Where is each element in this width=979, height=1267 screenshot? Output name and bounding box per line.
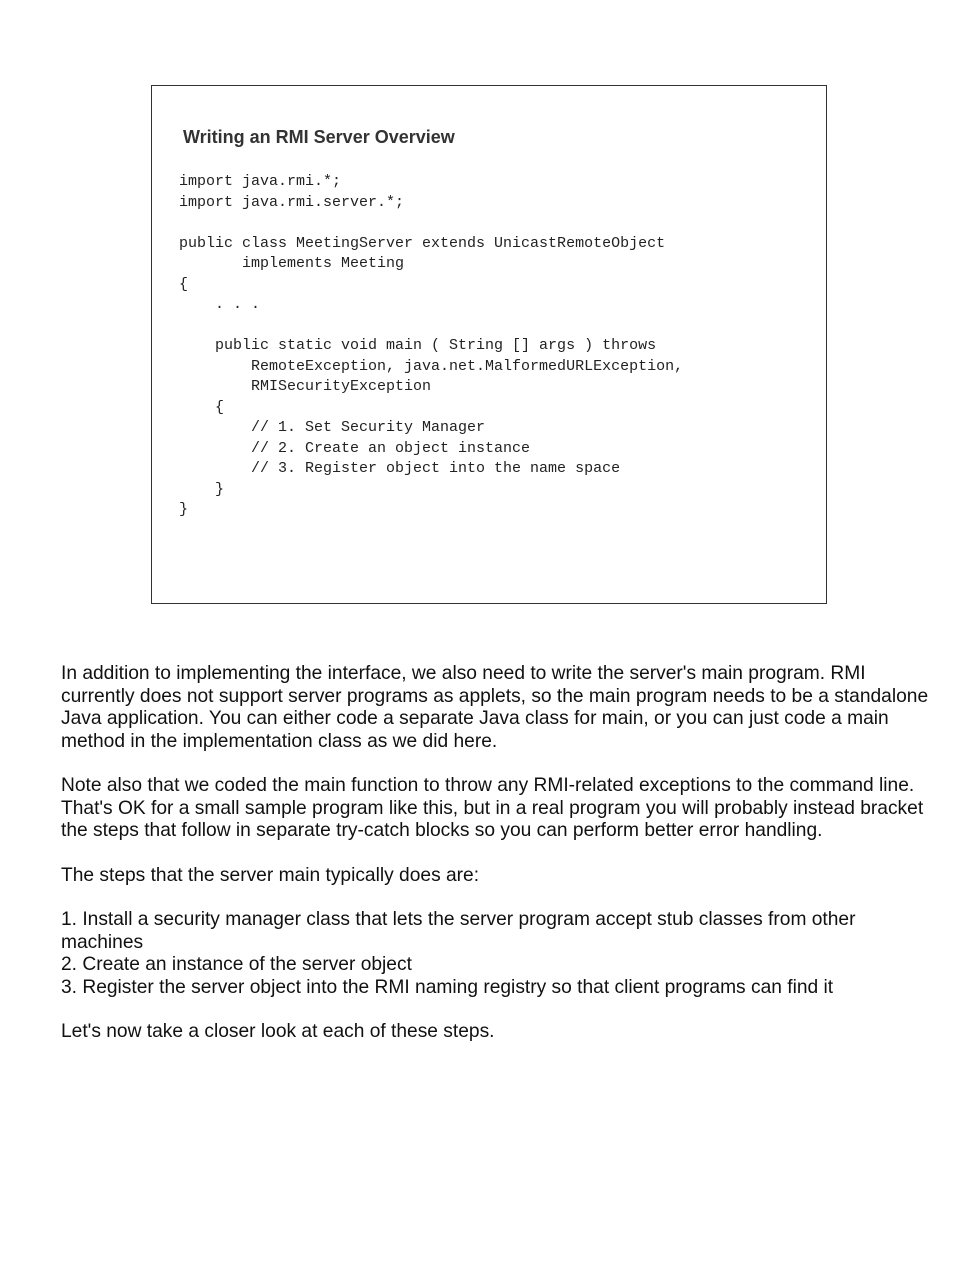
code-line: // 1. Set Security Manager	[179, 419, 486, 436]
slide-frame	[151, 85, 827, 604]
code-line: RMISecurityException	[179, 378, 432, 395]
code-line: public static void main ( String [] args ) throws	[179, 337, 657, 354]
code-line: }	[179, 501, 189, 518]
step-item: 3. Register the server object into the RMI naming registry so that client programs can find it	[61, 976, 834, 998]
code-line: import java.rmi.*;	[179, 173, 342, 190]
speaker-notes	[61, 663, 931, 1066]
code-line: implements Meeting	[179, 255, 405, 272]
notes-paragraph: In addition to implementing the interface, we also need to write the server's main program. RMI currently does not support server programs as applets, so the main program needs to be a standalone Java application. You can either code a separate Java class for main, or you can just code a main method in the implementation class as we did here.	[61, 663, 929, 752]
code-line: {	[179, 398, 225, 416]
code-line: public class MeetingServer extends UnicastRemoteObject	[179, 234, 666, 252]
code-line	[179, 316, 683, 337]
notes-paragraph: Note also that we coded the main function to throw any RMI-related exceptions to the command line. That's OK for a small sample program like this, but in a real program you will probably instead bracket the steps that follow in separate try-catch blocks so you can perform better error handling.	[61, 775, 924, 841]
code-line: // 2. Create an object instance	[179, 439, 531, 457]
notes-paragraph: Let's now take a closer look at each of these steps.	[61, 1021, 495, 1042]
code-line: {	[179, 275, 189, 293]
code-line: // 3. Register object into the name space	[179, 460, 621, 477]
code-line: import java.rmi.server.*;	[179, 193, 405, 211]
step-item: 2. Create an instance of the server object	[61, 954, 412, 975]
slide-title: Writing an RMI Server Overview	[183, 127, 455, 147]
step-item: 1. Install a security manager class that lets the server program accept stub classes from other machines	[61, 909, 856, 953]
code-line: . . .	[179, 296, 261, 313]
code-line: }	[179, 480, 225, 498]
code-line: RemoteException, java.net.MalformedURLException,	[179, 357, 684, 375]
steps-list	[61, 909, 931, 999]
notes-paragraph: The steps that the server main typically does are:	[61, 864, 480, 886]
code-line	[179, 213, 683, 234]
code-block	[179, 172, 683, 521]
